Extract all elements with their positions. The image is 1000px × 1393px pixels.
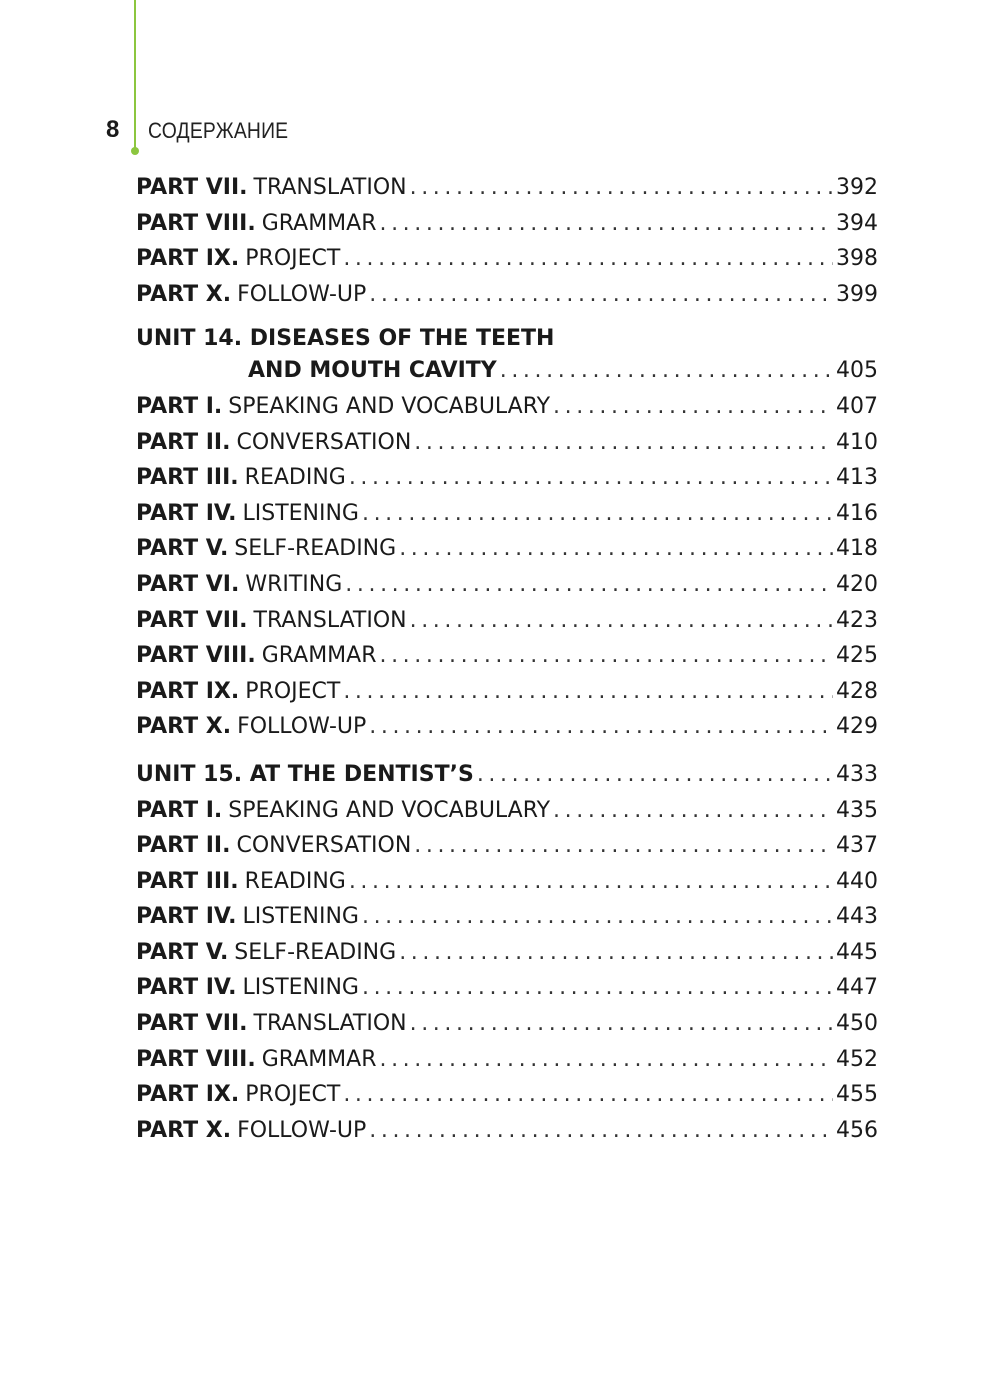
toc-entry-title: SPEAKING AND VOCABULARY [228,393,551,419]
toc-entry-label: PART II. [136,429,231,455]
toc-entry[interactable] [136,1077,878,1113]
dot-leader [369,709,833,745]
toc-entry-title: WRITING [245,571,343,597]
toc-group-unit14 [136,324,878,745]
toc-entry-page: 407 [836,393,878,419]
dot-leader [380,638,834,674]
toc-entry-page: 423 [836,607,878,633]
toc-entry-page: 450 [836,1011,878,1037]
unit-14-heading-line2[interactable] [136,353,878,389]
toc-entry-label: PART IX. [136,678,240,704]
toc-entry-page: 456 [836,1117,878,1143]
dot-leader [414,828,833,864]
toc-entry-label: PART X. [136,1117,232,1143]
toc-entry-page: 445 [836,939,878,965]
toc-entry-title: SELF-READING [234,536,397,562]
toc-entry-label: PART II. [136,833,231,859]
dot-leader [362,496,833,532]
toc-entry-page: 452 [836,1046,878,1072]
toc-entry-page: 420 [836,571,878,597]
toc-entry-page: 410 [836,429,878,455]
toc-entry[interactable] [136,603,878,639]
toc-entry[interactable] [136,206,878,242]
dot-leader [345,567,833,603]
dot-leader [410,170,833,206]
unit-15-heading[interactable] [136,757,878,793]
toc-entry-label: PART IV. [136,975,237,1001]
toc-entry-label: PART IX. [136,1082,240,1108]
toc-entry-title: PROJECT [245,246,341,272]
toc-entry-label: PART VII. [136,175,248,200]
toc-entry[interactable] [136,828,878,864]
toc-group-unit13-tail [136,170,878,312]
toc-entry-title: PROJECT [245,678,341,704]
toc-entry-page: 392 [836,175,878,200]
page-number: 8 [106,116,120,143]
toc-entry-title: SPEAKING AND VOCABULARY [228,797,551,823]
toc-entry[interactable] [136,1006,878,1042]
toc-entry-page: 437 [836,833,878,859]
toc-entry-page: 428 [836,678,878,704]
toc-entry[interactable] [136,460,878,496]
toc-entry-label: PART VIII. [136,1046,256,1072]
dot-leader [343,674,833,710]
dot-leader [369,1113,833,1149]
dot-leader [500,353,833,389]
dot-leader [399,531,833,567]
table-of-contents [136,170,878,1148]
toc-entry-title: LISTENING [242,975,359,1001]
toc-entry-label: PART V. [136,536,229,562]
toc-entry-title: CONVERSATION [236,429,412,455]
running-header: СОДЕРЖАНИЕ [148,118,289,143]
toc-entry[interactable] [136,674,878,710]
toc-entry[interactable] [136,241,878,277]
toc-entry-label: PART V. [136,939,229,965]
toc-entry-page: 413 [836,465,878,491]
toc-entry[interactable] [136,1113,878,1149]
toc-entry[interactable] [136,496,878,532]
toc-entry-title: TRANSLATION [253,1011,407,1037]
toc-entry-label: PART VI. [136,571,240,597]
unit-14-heading-line1[interactable]: UNIT 14. DISEASES OF THE TEETH [136,326,555,352]
toc-entry-page: 399 [836,281,878,307]
toc-entry-title: TRANSLATION [253,607,407,633]
dot-leader [410,603,833,639]
toc-entry[interactable] [136,709,878,745]
dot-leader [380,1042,834,1078]
toc-entry-page: 433 [836,761,878,787]
header-accent-dot [131,147,139,155]
dot-leader [343,241,833,277]
toc-entry-title: READING [244,868,346,894]
toc-entry-page: 447 [836,975,878,1001]
toc-entry-title: FOLLOW-UP [237,281,367,307]
toc-entry-page: 429 [836,714,878,740]
dot-leader [414,425,833,461]
toc-entry-page: 440 [836,868,878,894]
toc-entry-title: LISTENING [242,904,359,930]
toc-entry[interactable] [136,389,878,425]
toc-entry-title: CONVERSATION [236,833,412,859]
toc-entry-page: 425 [836,643,878,669]
toc-entry-title: FOLLOW-UP [237,1117,367,1143]
toc-entry-title: GRAMMAR [261,210,377,236]
toc-entry[interactable] [136,277,878,313]
dot-leader [369,277,833,313]
dot-leader [399,935,833,971]
toc-entry[interactable] [136,793,878,829]
unit-14-title-continued: AND MOUTH CAVITY [248,358,497,384]
toc-entry-label: PART VIII. [136,210,256,236]
dot-leader [362,970,833,1006]
toc-entry-page: 418 [836,536,878,562]
toc-entry-title: PROJECT [245,1082,341,1108]
toc-entry-label: PART IV. [136,904,237,930]
toc-entry[interactable] [136,425,878,461]
toc-entry-page: 398 [836,246,878,272]
dot-leader [553,793,833,829]
toc-entry-page: 443 [836,904,878,930]
toc-entry-page: 416 [836,500,878,526]
toc-entry-title: GRAMMAR [261,643,377,669]
toc-entry-title: READING [244,465,346,491]
toc-entry-page: 435 [836,797,878,823]
toc-entry[interactable] [136,567,878,603]
toc-entry-label: PART III. [136,868,239,894]
toc-entry-label: PART X. [136,281,232,307]
toc-entry[interactable] [136,899,878,935]
toc-entry-label: PART I. [136,393,223,419]
toc-entry-title: LISTENING [242,500,359,526]
toc-entry-page: 405 [836,358,878,384]
unit-15-title: UNIT 15. AT THE DENTIST’S [136,761,474,787]
toc-entry[interactable] [136,970,878,1006]
toc-entry[interactable] [136,864,878,900]
toc-entry-label: PART X. [136,714,232,740]
toc-entry[interactable] [136,531,878,567]
dot-leader [477,757,833,793]
toc-entry-title: GRAMMAR [261,1046,377,1072]
toc-entry-label: PART IV. [136,500,237,526]
toc-entry-label: PART III. [136,465,239,491]
toc-entry-page: 455 [836,1082,878,1108]
toc-entry-title: TRANSLATION [253,175,407,200]
toc-entry-label: PART VII. [136,1011,248,1037]
toc-entry[interactable] [136,1042,878,1078]
dot-leader [349,864,833,900]
toc-entry-label: PART I. [136,797,223,823]
toc-entry-label: PART VII. [136,607,248,633]
toc-entry[interactable] [136,170,878,206]
toc-entry-title: SELF-READING [234,939,397,965]
dot-leader [362,899,833,935]
toc-entry-title: FOLLOW-UP [237,714,367,740]
dot-leader [343,1077,833,1113]
toc-entry-page: 394 [836,210,878,236]
toc-entry[interactable] [136,638,878,674]
dot-leader [410,1006,833,1042]
toc-entry[interactable] [136,935,878,971]
toc-entry-label: PART VIII. [136,643,256,669]
dot-leader [380,206,834,242]
toc-entry-label: PART IX. [136,246,240,272]
header-accent-rule [134,0,136,150]
dot-leader [553,389,833,425]
dot-leader [349,460,833,496]
toc-group-unit15 [136,757,878,1149]
